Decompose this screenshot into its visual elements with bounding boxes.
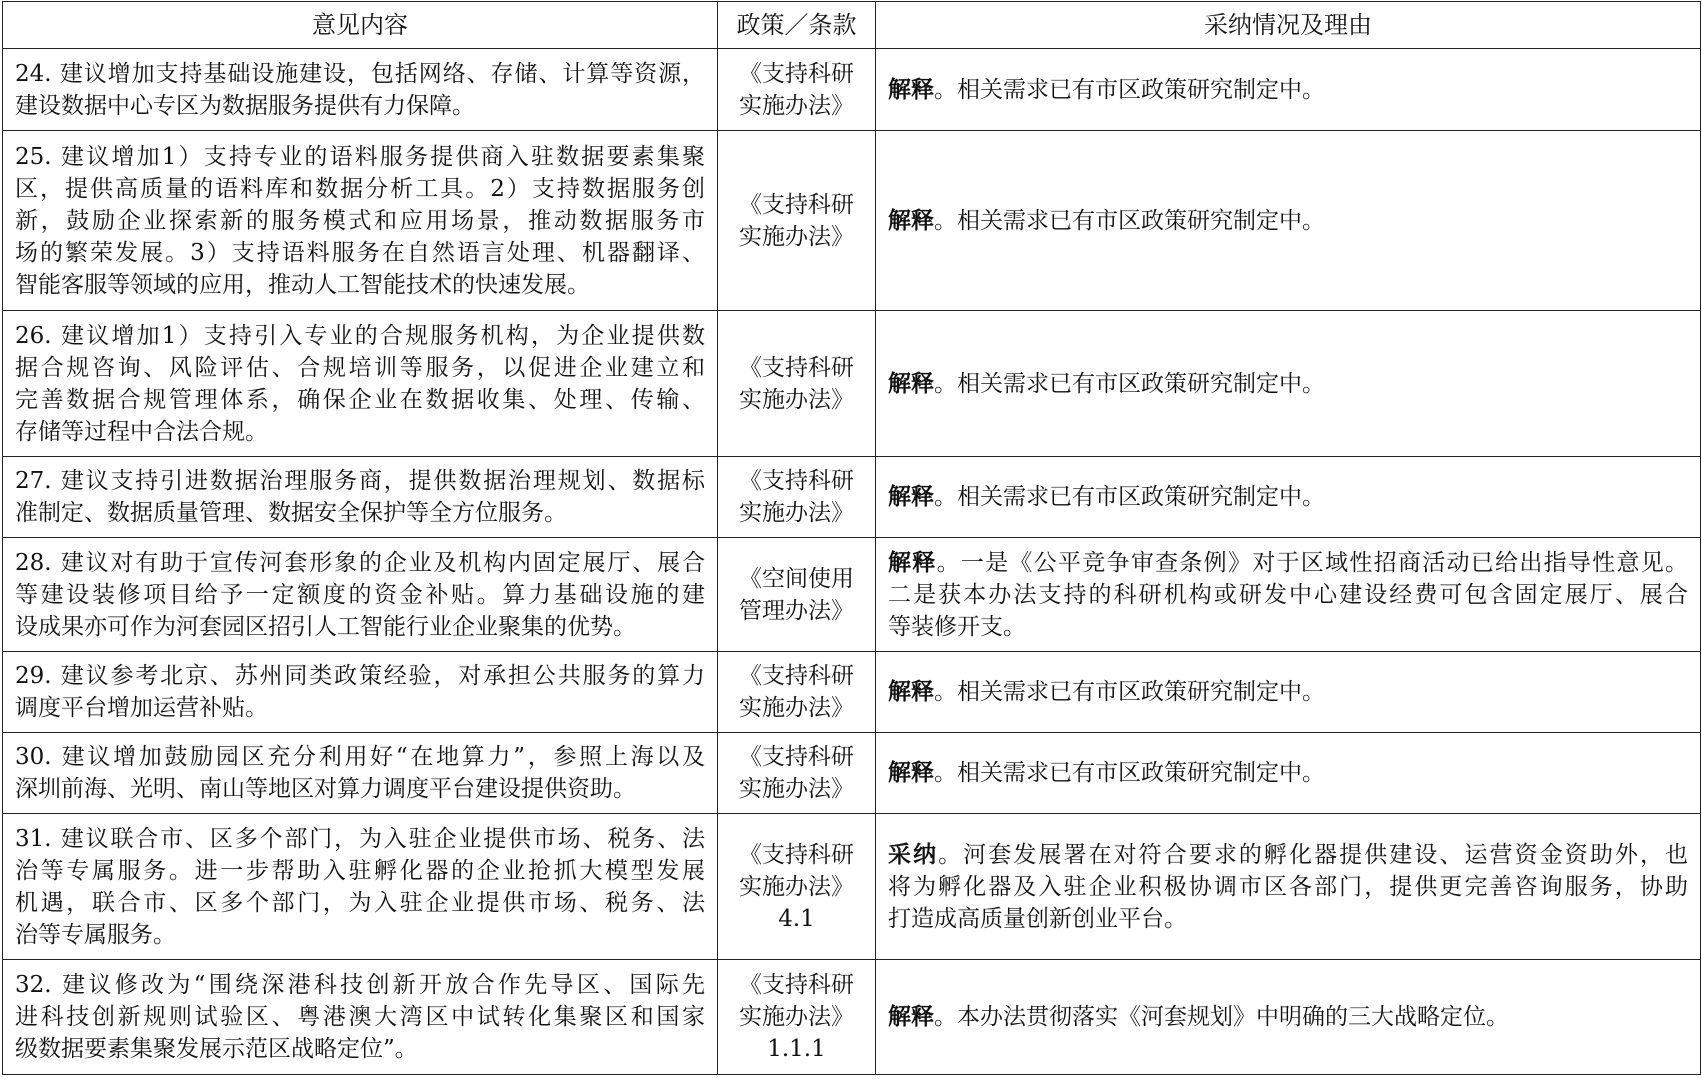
adoption-status-label: 解释 — [888, 548, 937, 576]
policy-line: 实施办法》 — [739, 500, 854, 526]
opinion-line: 30. 建议增加鼓励园区充分利用好“在地算力”，参照上海以及 — [15, 744, 705, 770]
feedback-table — [2, 1, 1701, 1075]
adoption-reason-text: 将为孵化器及入驻企业积极协调市区各部门，提供更完善咨询服务，协助 — [888, 873, 1688, 900]
policy-cell — [718, 311, 876, 457]
opinion-cell — [3, 538, 718, 652]
opinion-cell — [3, 49, 718, 131]
opinion-line: 治等专属服务。 — [15, 921, 176, 948]
policy-cell — [718, 652, 876, 733]
adoption-line — [888, 481, 1688, 513]
opinion-cell — [3, 457, 718, 538]
adoption-line — [888, 205, 1688, 237]
opinion-line: 进科技创新规则试验区、粤港澳大湾区中试转化集聚区和国家 — [15, 1004, 705, 1030]
adoption-status-label: 解释 — [888, 206, 934, 234]
policy-cell — [718, 733, 876, 814]
adoption-line — [888, 676, 1688, 708]
opinion-cell — [3, 960, 718, 1075]
adoption-status-label: 解释 — [888, 369, 934, 397]
adoption-reason-text: 二是获本办法支持的科研机构或研发中心建设经费可包含固定展厅、展合 — [888, 581, 1688, 608]
adoption-reason-text: 打造成高质量创新创业平台。 — [888, 905, 1187, 932]
opinion-line: 建设数据中心专区为数据服务提供有力保障。 — [15, 92, 475, 119]
table-row — [3, 131, 1701, 311]
policy-line: 实施办法》 — [739, 223, 854, 250]
adoption-reason-text: 。相关需求已有市区政策研究制定中。 — [934, 76, 1325, 103]
policy-cell — [718, 814, 876, 960]
adoption-reason-text: 。相关需求已有市区政策研究制定中。 — [934, 370, 1325, 397]
adoption-line — [888, 579, 1688, 611]
adoption-status-label: 解释 — [888, 483, 934, 510]
table-header — [3, 2, 1701, 49]
adoption-reason-text: 。本办法贯彻落实《河套规划》中明确的三大战略定位。 — [934, 1004, 1509, 1030]
adoption-line — [888, 903, 1688, 935]
opinion-cell — [3, 652, 718, 733]
policy-line: 《空间使用 — [739, 565, 854, 592]
opinion-line: 级数据要素集聚发展示范区战略定位”。 — [15, 1036, 418, 1062]
adoption-line — [888, 757, 1688, 789]
adoption-status-label: 解释 — [888, 759, 934, 786]
adoption-status-label: 解释 — [888, 1003, 934, 1030]
opinion-line: 32. 建议修改为“围绕深港科技创新开放合作先导区、国际先 — [15, 972, 705, 998]
opinion-line: 存储等过程中合法合规。 — [15, 418, 268, 445]
table-row — [3, 960, 1701, 1075]
opinion-line: 治等专属服务。进一步帮助入驻孵化器的企业抢抓大模型发展 — [15, 857, 705, 884]
opinion-cell — [3, 814, 718, 960]
opinion-line: 区，提供高质量的语料库和数据分析工具。2）支持数据服务创 — [15, 175, 705, 202]
policy-line: 实施办法》 — [739, 92, 854, 119]
adoption-line — [888, 368, 1688, 400]
policy-line: 《支持科研 — [739, 663, 854, 689]
opinion-line: 新，鼓励企业探索新的服务模式和应用场景，推动数据服务市 — [15, 207, 705, 234]
adoption-cell — [876, 960, 1701, 1075]
adoption-line — [888, 871, 1688, 903]
policy-line: 实施办法》 — [739, 386, 854, 413]
opinion-line: 27. 建议支持引进数据治理服务商，提供数据治理规划、数据标 — [15, 468, 705, 494]
opinion-line: 调度平台增加运营补贴。 — [15, 695, 268, 721]
opinion-line: 28. 建议对有助于宣传河套形象的企业及机构内固定展厅、展合 — [15, 549, 705, 576]
adoption-cell — [876, 814, 1701, 960]
adoption-reason-text: 。相关需求已有市区政策研究制定中。 — [934, 484, 1325, 510]
opinion-line: 智能客服等领域的应用，推动人工智能技术的快速发展。 — [15, 271, 590, 298]
adoption-cell — [876, 538, 1701, 652]
header-row — [3, 2, 1701, 49]
opinion-line: 深圳前海、光明、南山等地区对算力调度平台建设提供资助。 — [15, 776, 636, 802]
adoption-line — [888, 839, 1688, 871]
policy-line: 管理办法》 — [739, 597, 854, 624]
opinion-line: 25. 建议增加1）支持专业的语料服务提供商入驻数据要素集聚 — [15, 143, 705, 170]
adoption-line — [888, 547, 1688, 579]
header-adoption-reason: 采纳情况及理由 — [876, 2, 1701, 49]
adoption-reason-text: 。相关需求已有市区政策研究制定中。 — [934, 760, 1325, 786]
adoption-cell — [876, 457, 1701, 538]
opinion-line: 26. 建议增加1）支持引入专业的合规服务机构，为企业提供数 — [15, 322, 705, 349]
opinion-line: 机遇，联合市、区多个部门，为入驻企业提供市场、税务、法 — [15, 889, 705, 916]
adoption-reason-text: 。相关需求已有市区政策研究制定中。 — [934, 679, 1325, 705]
opinion-line: 等建设装修项目给予一定额度的资金补贴。算力基础设施的建 — [15, 581, 705, 608]
policy-line: 《支持科研 — [739, 468, 854, 494]
table-row — [3, 652, 1701, 733]
adoption-cell — [876, 49, 1701, 131]
policy-line: 实施办法》 — [739, 776, 854, 802]
adoption-status-label: 解释 — [888, 75, 934, 103]
opinion-cell — [3, 311, 718, 457]
adoption-cell — [876, 131, 1701, 311]
table-row — [3, 814, 1701, 960]
adoption-cell — [876, 733, 1701, 814]
opinion-cell — [3, 131, 718, 311]
header-opinion-content: 意见内容 — [3, 2, 718, 49]
adoption-reason-text: 。河套发展署在对符合要求的孵化器提供建设、运营资金资助外，也 — [938, 841, 1689, 868]
opinion-line: 完善数据合规管理体系，确保企业在数据收集、处理、传输、 — [15, 386, 705, 413]
adoption-cell — [876, 652, 1701, 733]
adoption-status-label: 采纳 — [888, 840, 939, 868]
policy-line: 4.1 — [778, 905, 815, 932]
adoption-line — [888, 74, 1688, 106]
policy-line: 《支持科研 — [739, 841, 854, 868]
opinion-line: 29. 建议参考北京、苏州同类政策经验，对承担公共服务的算力 — [15, 663, 705, 689]
policy-cell — [718, 538, 876, 652]
opinion-line: 准制定、数据质量管理、数据安全保护等全方位服务。 — [15, 500, 567, 526]
policy-cell — [718, 49, 876, 131]
opinion-cell — [3, 733, 718, 814]
feedback-table-body — [3, 49, 1701, 1075]
opinion-line: 设成果亦可作为河套园区招引人工智能行业企业聚集的优势。 — [15, 613, 636, 640]
policy-line: 1.1.1 — [767, 1036, 826, 1062]
table-row — [3, 311, 1701, 457]
table-row — [3, 457, 1701, 538]
adoption-line — [888, 1001, 1688, 1033]
policy-line: 《支持科研 — [739, 60, 854, 87]
adoption-reason-text: 。相关需求已有市区政策研究制定中。 — [934, 207, 1325, 234]
opinion-line: 据合规咨询、风险评估、合规培训等服务，以促进企业建立和 — [15, 354, 705, 381]
policy-cell — [718, 131, 876, 311]
opinion-line: 场的繁荣发展。3）支持语料服务在自然语言处理、机器翻译、 — [15, 239, 705, 266]
policy-line: 实施办法》 — [739, 695, 854, 721]
adoption-cell — [876, 311, 1701, 457]
adoption-reason-text: 。一是《公平竞争审查条例》对于区域性招商活动已给出指导性意见。 — [936, 549, 1688, 576]
policy-line: 实施办法》 — [739, 1004, 854, 1030]
policy-line: 实施办法》 — [739, 873, 854, 900]
policy-cell — [718, 960, 876, 1075]
table-row — [3, 49, 1701, 131]
table-row — [3, 733, 1701, 814]
policy-line: 《支持科研 — [739, 191, 854, 218]
policy-line: 《支持科研 — [739, 744, 854, 770]
policy-cell — [718, 457, 876, 538]
policy-line: 《支持科研 — [739, 972, 854, 998]
adoption-line — [888, 611, 1688, 643]
adoption-reason-text: 等装修开支。 — [888, 613, 1026, 640]
adoption-status-label: 解释 — [888, 678, 934, 705]
table-row — [3, 538, 1701, 652]
header-policy-clause: 政策／条款 — [718, 2, 876, 49]
opinion-line: 31. 建议联合市、区多个部门，为入驻企业提供市场、税务、法 — [15, 825, 705, 852]
opinion-line: 24. 建议增加支持基础设施建设，包括网络、存储、计算等资源， — [15, 60, 705, 87]
policy-line: 《支持科研 — [739, 354, 854, 381]
